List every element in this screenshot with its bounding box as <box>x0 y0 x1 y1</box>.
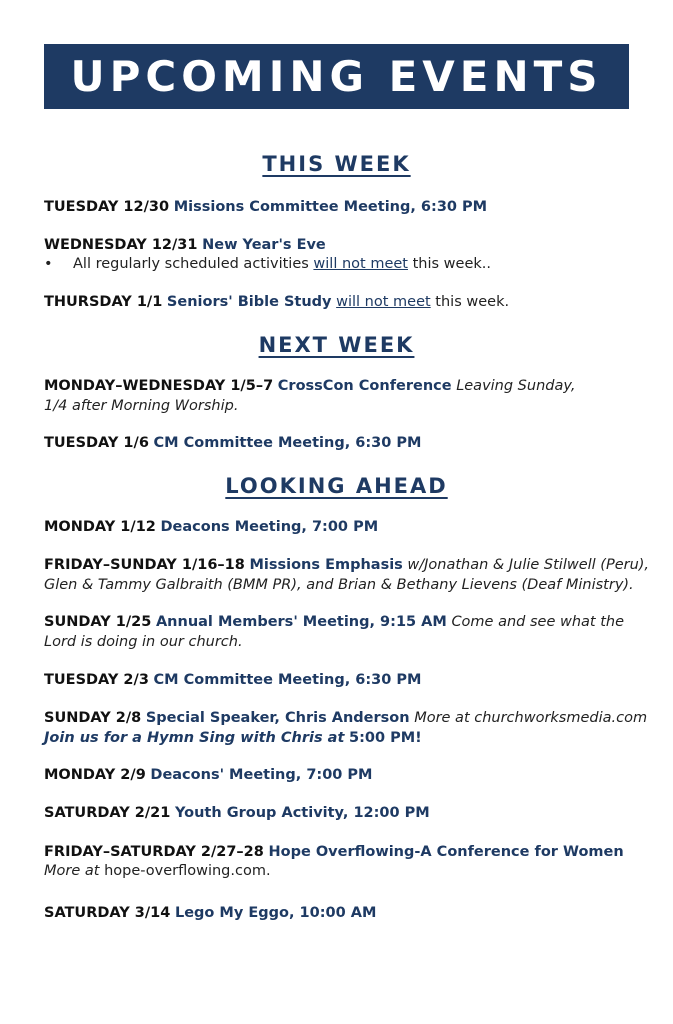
event-note: 1/4 after Morning Worship. <box>44 398 239 414</box>
page-title: UPCOMING EVENTS <box>70 52 603 101</box>
event-note: Leaving Sunday, <box>456 378 576 394</box>
bullet-icon: • <box>44 256 53 272</box>
event-date: SATURDAY 2/21 <box>44 805 171 821</box>
event-title: Lego My Eggo, 10:00 AM <box>174 905 377 921</box>
event-entry <box>44 555 650 575</box>
event-note: Glen & Tammy Galbraith (BMM PR), and Brian & Bethany Lievens (Deaf Ministry). <box>44 577 634 593</box>
event-note: More at <box>44 863 100 879</box>
bullet-text-end: this week.. <box>412 256 491 272</box>
event-entry <box>44 235 634 255</box>
event-entry <box>44 903 634 923</box>
event-note-line <box>44 396 634 416</box>
event-entry <box>44 197 634 217</box>
hymn-sing-note: Join us for a Hymn Sing with Chris at <box>44 730 345 746</box>
event-entry <box>44 433 634 453</box>
section-title-looking-ahead: LOOKING AHEAD <box>225 474 448 498</box>
page-title-banner <box>44 44 629 109</box>
event-entry <box>44 803 634 823</box>
event-note: More at churchworksmedia.com <box>414 710 648 726</box>
event-date: SUNDAY 1/25 <box>44 614 152 630</box>
event-entry <box>44 517 634 537</box>
event-note: w/Jonathan & Julie Stilwell (Peru), <box>407 557 650 573</box>
event-note: Come and see what the <box>451 614 625 630</box>
event-title: Deacons Meeting, 7:00 PM <box>160 519 379 535</box>
event-entry <box>44 708 648 728</box>
hymn-sing-time: 5:00 PM! <box>349 730 422 746</box>
event-date: TUESDAY 2/3 <box>44 672 149 688</box>
event-date: THURSDAY 1/1 <box>44 294 163 310</box>
event-entry <box>44 670 634 690</box>
bullet-text: All regularly scheduled activities <box>73 256 309 272</box>
event-title: Hope Overflowing-A Conference for Women <box>268 844 624 860</box>
event-bullet-item <box>44 254 634 274</box>
event-title: Special Speaker, Chris Anderson <box>145 710 410 726</box>
event-entry <box>44 376 634 396</box>
event-title: Youth Group Activity, 12:00 PM <box>174 805 430 821</box>
event-title: Missions Emphasis <box>249 557 403 573</box>
will-not-meet-link[interactable]: will not meet <box>336 294 431 310</box>
event-note: this week. <box>435 294 510 310</box>
event-date: FRIDAY–SUNDAY 1/16–18 <box>44 557 245 573</box>
event-note-line <box>44 861 634 881</box>
event-date: MONDAY 1/12 <box>44 519 156 535</box>
event-date: FRIDAY–SATURDAY 2/27–28 <box>44 844 264 860</box>
event-title: Missions Committee Meeting, 6:30 PM <box>173 199 488 215</box>
event-entry <box>44 612 634 632</box>
event-title: CrossCon Conference <box>277 378 452 394</box>
event-entry <box>44 292 634 312</box>
event-date: TUESDAY 1/6 <box>44 435 149 451</box>
will-not-meet-link[interactable]: will not meet <box>313 256 408 272</box>
event-note: Lord is doing in our church. <box>44 634 243 650</box>
event-date: MONDAY–WEDNESDAY 1/5–7 <box>44 378 274 394</box>
event-date: SUNDAY 2/8 <box>44 710 142 726</box>
event-date: SATURDAY 3/14 <box>44 905 171 921</box>
event-title: CM Committee Meeting, 6:30 PM <box>153 435 422 451</box>
event-title: New Year's Eve <box>202 237 326 253</box>
event-date: WEDNESDAY 12/31 <box>44 237 198 253</box>
event-title: Deacons' Meeting, 7:00 PM <box>150 767 373 783</box>
event-title: Annual Members' Meeting, 9:15 AM <box>155 614 447 630</box>
event-date: MONDAY 2/9 <box>44 767 146 783</box>
section-title-next-week: NEXT WEEK <box>258 333 415 357</box>
event-website: hope-overflowing.com. <box>104 863 271 879</box>
event-note-line <box>44 728 634 748</box>
event-entry <box>44 765 634 785</box>
event-note-line <box>44 632 634 652</box>
event-title: CM Committee Meeting, 6:30 PM <box>153 672 422 688</box>
event-title: Seniors' Bible Study <box>166 294 332 310</box>
event-note-line <box>44 575 634 595</box>
event-date: TUESDAY 12/30 <box>44 199 170 215</box>
section-title-this-week: THIS WEEK <box>262 152 411 176</box>
event-entry <box>44 842 634 862</box>
